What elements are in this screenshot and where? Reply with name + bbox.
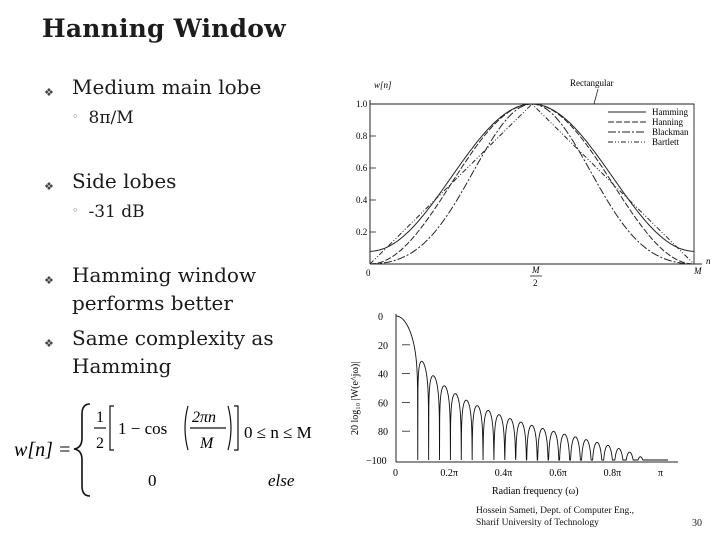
- subbullet-main-lobe-width: [72, 108, 134, 128]
- footer-line-1: Hossein Sameti, Dept. of Computer Eng.,: [476, 506, 635, 516]
- bullet-text: Same complexity as Hamming: [72, 326, 274, 378]
- x-tick-0: 0: [366, 268, 371, 278]
- y-tick-label: 80: [378, 427, 388, 439]
- left-brace: [74, 404, 90, 496]
- y-tick-label: 20: [378, 340, 388, 352]
- formula-lhs: w[n] =: [14, 439, 72, 461]
- ring-bullet-icon: ◦: [72, 110, 79, 123]
- y-tick-label: 40: [378, 369, 388, 381]
- legend-bartlett: Bartlett: [652, 137, 679, 147]
- subbullet-text: 8π/M: [88, 108, 134, 128]
- legend-blackman: Blackman: [652, 127, 689, 137]
- y-tick-label: 0: [378, 312, 383, 323]
- y-tick-label: 0.4: [356, 195, 368, 205]
- bullet-main-lobe: [44, 73, 262, 101]
- condition-row1: 0 ≤ n ≤ M: [244, 423, 312, 442]
- x-tick-label: 0.8π: [603, 468, 622, 479]
- footer-credit: [476, 505, 634, 529]
- page-number: 30: [692, 518, 702, 529]
- y-tick-labels: [366, 312, 410, 467]
- legend: [608, 107, 689, 147]
- x-tick-labels: [393, 468, 663, 479]
- cos-denominator: M: [200, 435, 214, 452]
- x-tick-label: 0.4π: [494, 468, 513, 479]
- formula-expression: 1 − cos: [118, 419, 168, 438]
- legend-hamming: Hamming: [652, 107, 688, 117]
- x-tick-label: 0.2π: [440, 468, 458, 479]
- bullet-side-lobes: [44, 167, 177, 195]
- fraction-denominator: 2: [96, 435, 104, 452]
- left-bracket: [110, 406, 114, 450]
- x-tick-label: 0: [393, 468, 398, 479]
- x-tick-label: π: [658, 468, 664, 479]
- subbullet-side-lobe-level: [72, 202, 145, 222]
- bullet-text: Medium main lobe: [72, 75, 262, 99]
- value-row2: 0: [148, 471, 157, 490]
- curve-blackman: [370, 104, 694, 264]
- frequency-response-plot: [340, 300, 718, 500]
- y-tick-label: 60: [378, 398, 388, 410]
- y-tick-label: 0.6: [356, 163, 368, 173]
- x-tick-m: M: [694, 266, 702, 276]
- curve-hanning: [370, 104, 694, 264]
- hanning-spectrum-curve: [396, 316, 668, 460]
- y-tick-label: 0.8: [356, 131, 368, 141]
- right-paren: [228, 406, 231, 450]
- annotation-pointer: [594, 89, 598, 104]
- subbullet-text: -31 dB: [88, 202, 145, 222]
- x-tick-m-half-num: M: [532, 265, 540, 275]
- bullet-icon: ❖: [44, 274, 54, 287]
- y-axis-label: w[n]: [374, 80, 392, 90]
- window-curves: [370, 104, 694, 264]
- rectangular-annotation: Rectangular: [570, 78, 614, 88]
- condition-row2: else: [268, 471, 295, 490]
- slide-title: Hanning Window: [42, 14, 286, 43]
- left-paren: [185, 406, 188, 450]
- bullet-icon: ❖: [44, 180, 54, 193]
- hanning-formula: [8, 398, 338, 500]
- fraction-numerator: 1: [96, 409, 104, 426]
- cos-numerator: 2πn: [192, 409, 217, 426]
- window-time-plot: [340, 72, 718, 294]
- footer-line-2: Sharif University of Technology: [476, 518, 599, 528]
- bullet-icon: ❖: [44, 337, 54, 350]
- y-tick-label: 1.0: [356, 99, 368, 109]
- curve-hamming: [370, 104, 694, 251]
- x-tick-m-half-den: 2: [533, 278, 538, 288]
- y-tick-labels: [356, 99, 376, 237]
- x-axis-label: n: [706, 256, 711, 266]
- y-tick-label: 0.2: [356, 227, 368, 237]
- y-axis-label: 20 log₁₀ |W(e^jω)|: [350, 361, 361, 435]
- bullet-hamming-better: [44, 261, 287, 317]
- y-tick-label: −100: [366, 456, 387, 467]
- bullet-text: Hamming window performs better: [72, 263, 257, 315]
- x-axis-title: Radian frequency (ω): [492, 486, 579, 497]
- bullet-text: Side lobes: [72, 169, 177, 193]
- right-bracket: [234, 406, 238, 450]
- bullet-icon: ❖: [44, 86, 54, 99]
- x-tick-label: 0.6π: [549, 468, 567, 479]
- bullet-same-complexity: [44, 324, 287, 380]
- legend-hanning: Hanning: [652, 117, 683, 127]
- curve-bartlett: [370, 104, 694, 264]
- ring-bullet-icon: ◦: [72, 204, 79, 217]
- curve-rectangular: [370, 104, 694, 264]
